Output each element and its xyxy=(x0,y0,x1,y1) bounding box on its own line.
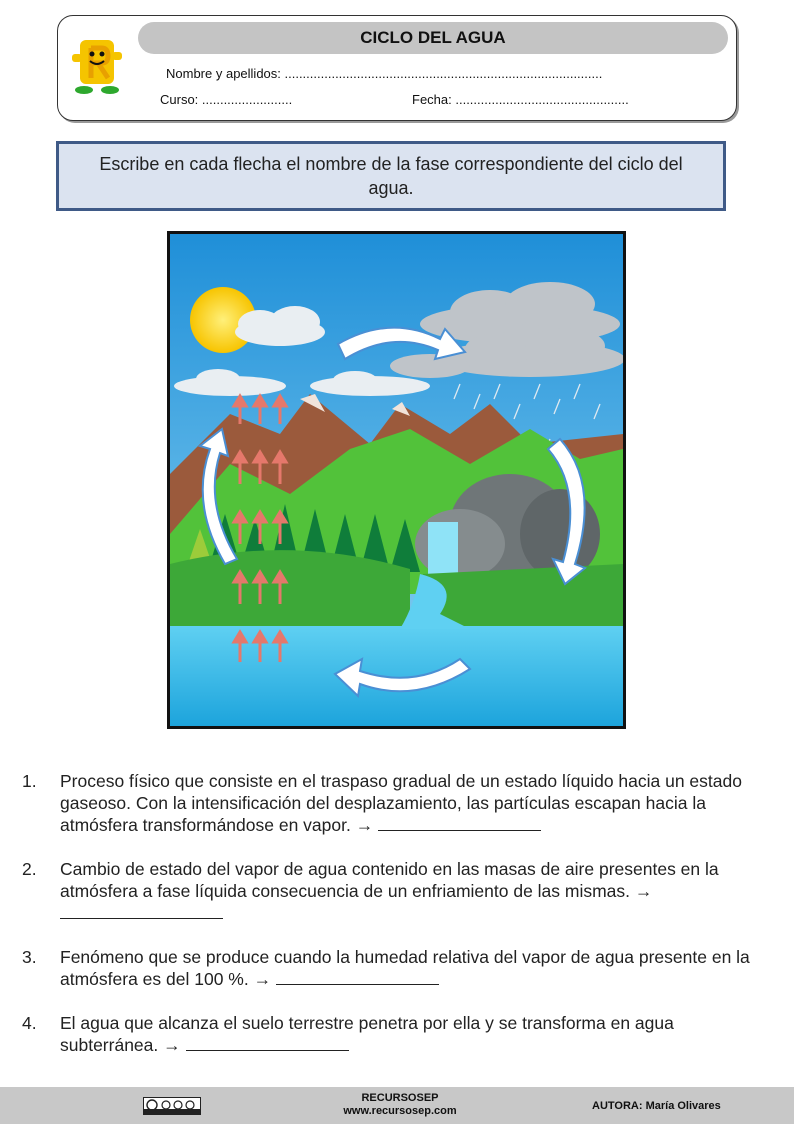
instruction-box xyxy=(56,141,726,211)
answer-blank[interactable] xyxy=(186,1034,349,1051)
water-cycle-illustration xyxy=(167,231,626,729)
question-number: 4. xyxy=(22,1013,37,1033)
question-item xyxy=(22,1012,772,1056)
question-number: 2. xyxy=(22,859,37,879)
question-text: El agua que alcanza el suelo terrestre penetra por ella y se transforma en agua subterránea. xyxy=(60,1013,674,1055)
footer xyxy=(0,1087,794,1124)
answer-blank[interactable] xyxy=(378,814,541,831)
site-url[interactable]: www.recursosep.com xyxy=(343,1105,457,1117)
question-text: Fenómeno que se produce cuando la humedad relativa del vapor de agua presente en la atmósfera es del 100 %. xyxy=(60,947,750,989)
site-name: RECURSOSEP xyxy=(361,1092,439,1104)
header-card xyxy=(57,15,737,121)
question-number: 3. xyxy=(22,947,37,967)
question-item xyxy=(22,858,772,924)
waterfall-icon xyxy=(428,522,458,577)
instruction-text: Escribe en cada flecha el nombre de la fase correspondiente del ciclo del agua. xyxy=(99,154,683,198)
foreground-hill-icon xyxy=(170,550,410,634)
arrow-icon: → xyxy=(355,815,374,835)
date-field[interactable]: Fecha: ................................................ xyxy=(412,92,629,107)
page-title: CICLO DEL AGUA xyxy=(138,22,728,54)
arrow-icon: → xyxy=(163,1035,181,1055)
answer-blank[interactable] xyxy=(276,968,439,985)
question-text: Proceso físico que consiste en el traspaso gradual de un estado líquido hacia un estado gaseoso. Con la intensificación del desplazamiento, las partículas escapan hacia la atmósfera transformándose en vapor. xyxy=(60,771,742,835)
creative-commons-license-icon xyxy=(143,1097,201,1115)
question-number: 1. xyxy=(22,771,37,791)
author-credit: AUTORA: María Olivares xyxy=(592,1100,721,1112)
recursosep-logo-icon xyxy=(64,34,130,100)
question-item xyxy=(22,770,772,836)
question-text: Cambio de estado del vapor de agua contenido en las masas de aire presentes en la atmósfera a fase líquida consecuencia de un enfriamiento de las mismas. xyxy=(60,859,719,901)
name-field[interactable]: Nombre y apellidos: ........................................................................................ xyxy=(166,66,603,81)
questions-list xyxy=(22,770,772,1078)
arrow-icon: → xyxy=(634,881,653,901)
arrow-icon: → xyxy=(253,969,272,989)
question-item xyxy=(22,946,772,990)
answer-blank[interactable] xyxy=(60,902,223,919)
course-field[interactable]: Curso: ......................... xyxy=(160,92,293,107)
